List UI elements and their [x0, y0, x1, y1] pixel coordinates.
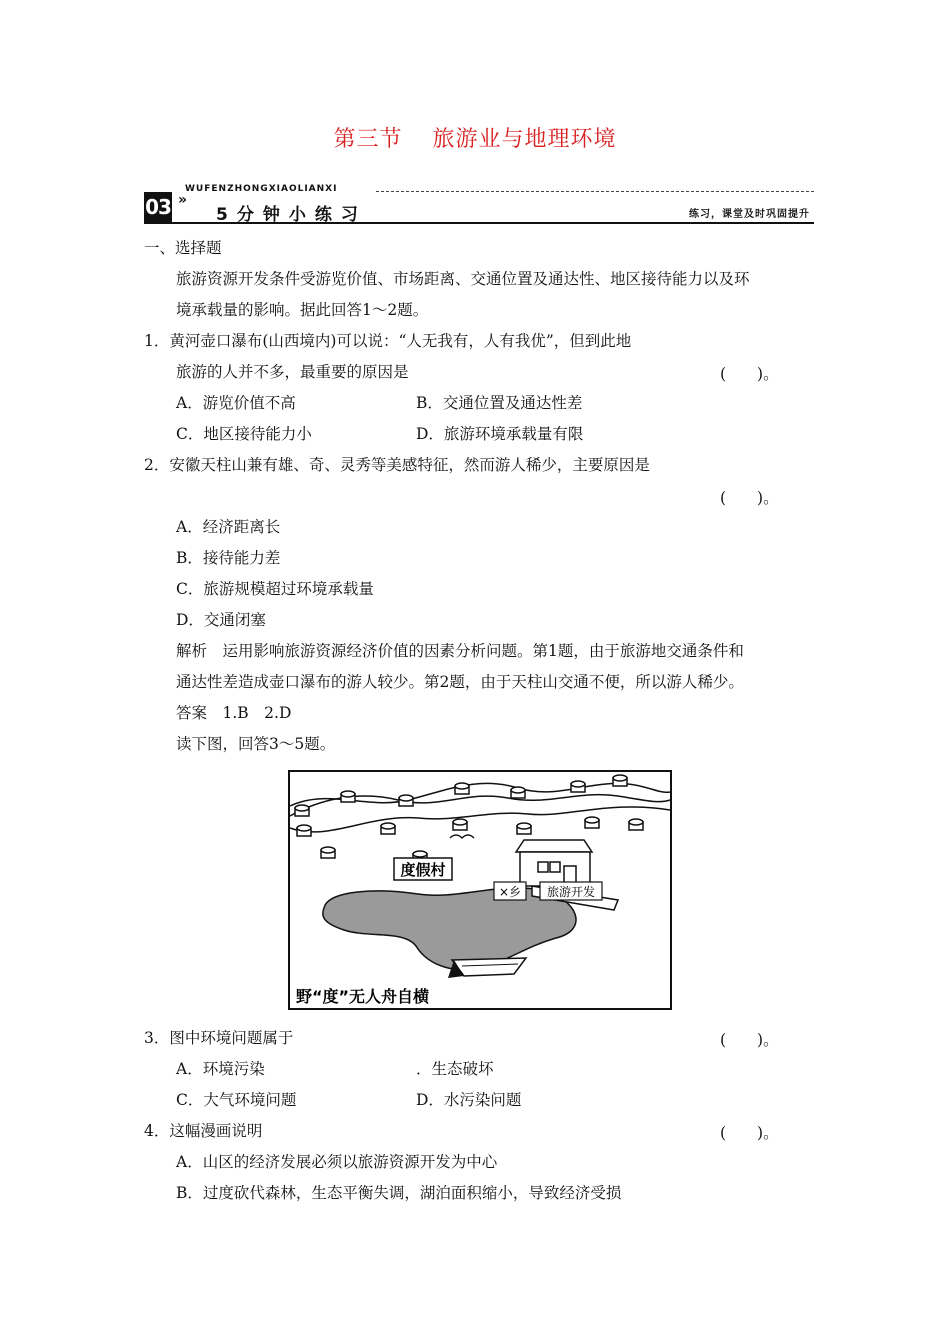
banner-dashed-line	[376, 191, 814, 192]
question-1-stem-cont: 旅游的人并不多，最重要的原因是	[176, 363, 409, 381]
section-heading: 一、选择题	[144, 239, 222, 257]
question-2-option-a: A．经济距离长	[176, 518, 281, 536]
question-2-option-b: B．接待能力差	[176, 549, 281, 567]
question-1-stem: 1．黄河壶口瀑布(山西境内)可以说：“人无我有，人有我优”，但到此地	[144, 332, 632, 350]
question-1-option-c: C．地区接待能力小	[176, 425, 312, 443]
question-1-option-a: A．游览价值不高	[176, 394, 296, 412]
banner-subtitle: 5分钟小练习	[216, 205, 367, 225]
intro-line-1: 旅游资源开发条件受游览价值、市场距离、交通位置及通达性、地区接待能力以及环	[176, 270, 750, 288]
question-2-option-c: C．旅游规模超过环境承载量	[176, 580, 374, 598]
answer-line: 答案 1.B 2.D	[176, 704, 292, 722]
question-3-option-c: C．大气环境问题	[176, 1091, 297, 1109]
question-2-option-d: D．交通闭塞	[176, 611, 266, 629]
analysis-line-1: 解析 运用影响旅游资源经济价值的因素分析问题。第1题，由于旅游地交通条件和	[176, 642, 744, 660]
resort-label: 度假村	[400, 861, 446, 879]
question-1-option-d: D．旅游环境承载量有限	[416, 425, 584, 443]
question-4-answer-blank: ( )。	[720, 1124, 779, 1142]
banner-pinyin: WUFENZHONGXIAOLIANXI	[185, 184, 338, 194]
read-instruction: 读下图，回答3～5题。	[176, 735, 336, 753]
intro-line-2: 境承载量的影响。据此回答1～2题。	[176, 301, 429, 319]
question-2-answer-blank: ( )。	[720, 489, 779, 507]
banner-tagline: 练习，课堂及时巩固提升	[689, 209, 810, 220]
section-banner	[144, 184, 814, 226]
question-3-option-b: ．生态破坏	[416, 1060, 494, 1078]
banner-number-badge: 03	[144, 192, 172, 222]
chevron-icon: »	[178, 192, 188, 208]
question-4-stem: 4．这幅漫画说明	[144, 1122, 263, 1140]
banner-rule	[144, 222, 814, 224]
question-3-stem: 3．图中环境问题属于	[144, 1029, 294, 1047]
question-1-option-b: B．交通位置及通达性差	[416, 394, 583, 412]
question-3-option-a: A．环境污染	[176, 1060, 265, 1078]
village-label: ×乡	[498, 885, 522, 899]
question-4-option-a: A．山区的经济发展必须以旅游资源开发为中心	[176, 1153, 498, 1171]
question-1-answer-blank: ( )。	[720, 365, 779, 383]
cartoon-caption: 野“度”无人舟自横	[296, 987, 430, 1006]
page-title	[0, 122, 950, 153]
cartoon-figure	[288, 770, 672, 1010]
question-3-option-d: D．水污染问题	[416, 1091, 522, 1109]
question-4-option-b: B．过度砍代森林，生态平衡失调，湖泊面积缩小，导致经济受损	[176, 1184, 622, 1202]
question-2-stem: 2．安徽天柱山兼有雄、奇、灵秀等美感特征，然而游人稀少，主要原因是	[144, 456, 650, 474]
title-topic: 旅游业与地理环境	[432, 127, 617, 152]
development-label: 旅游开发	[546, 885, 596, 899]
title-section-number: 第三节	[333, 127, 403, 152]
analysis-line-2: 通达性差造成壶口瀑布的游人较少。第2题，由于天柱山交通不便，所以游人稀少。	[176, 673, 744, 691]
question-3-answer-blank: ( )。	[720, 1031, 779, 1049]
